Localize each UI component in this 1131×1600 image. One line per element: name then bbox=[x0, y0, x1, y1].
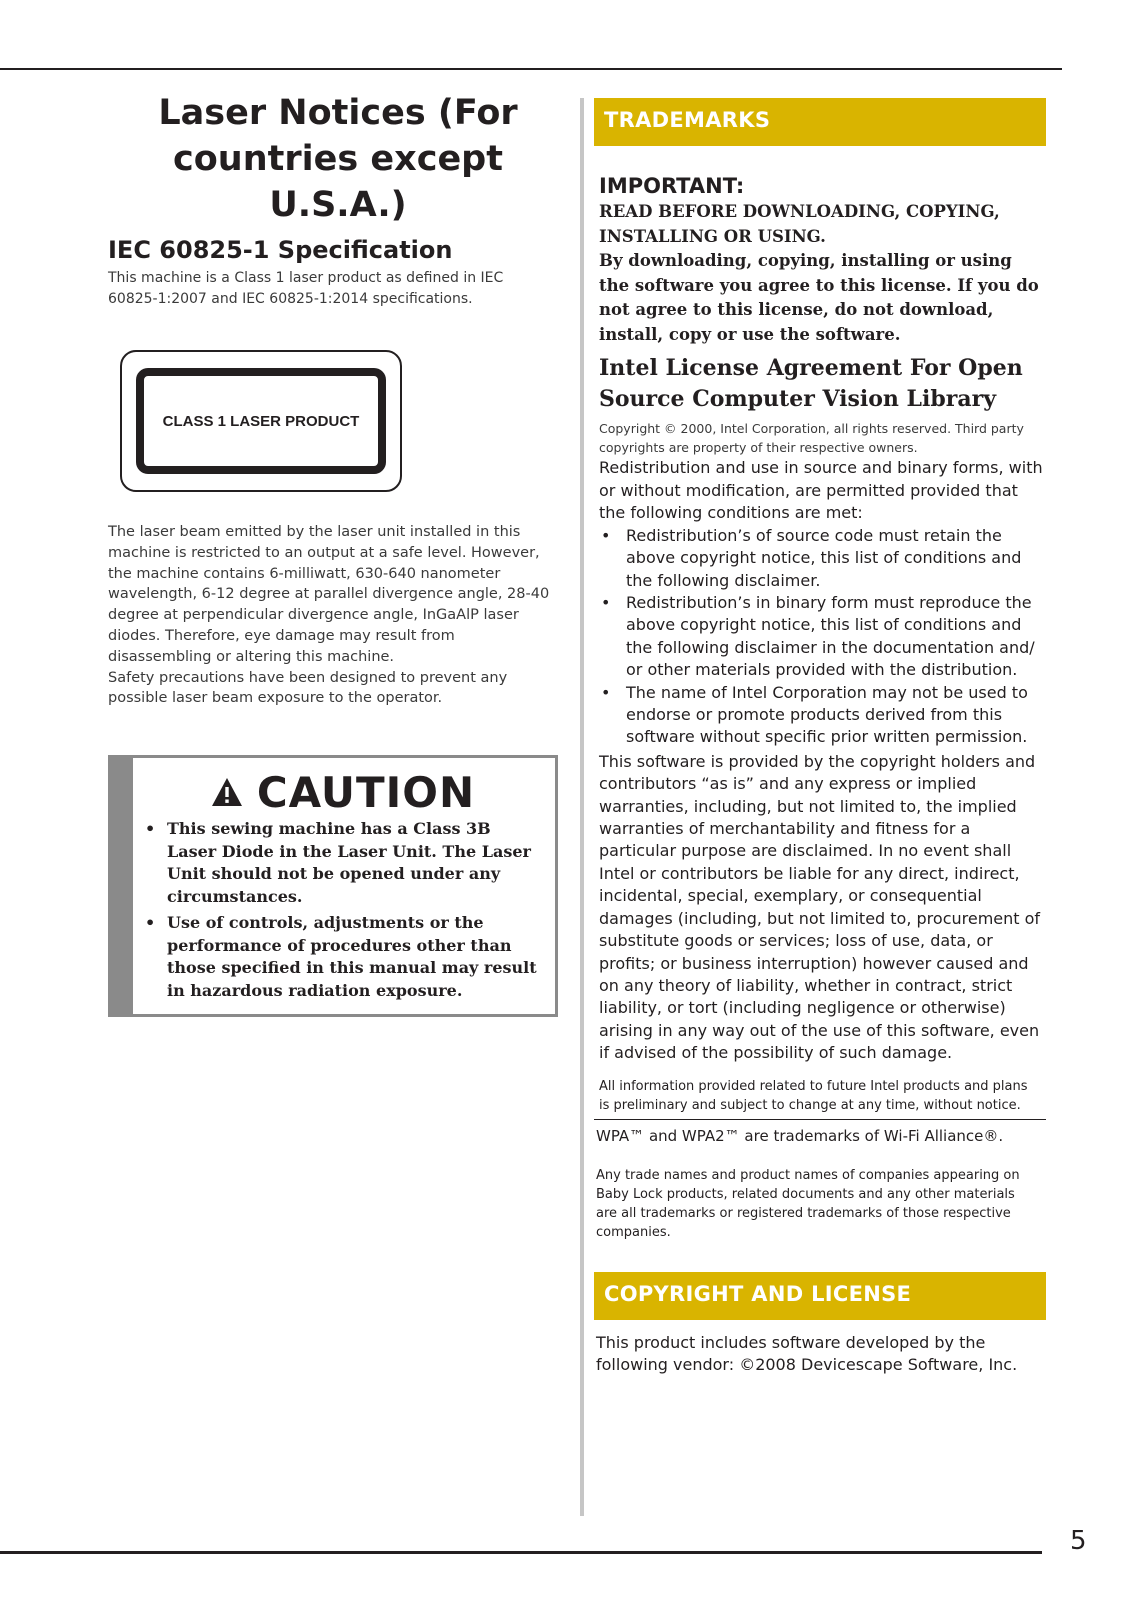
page-number: 5 bbox=[1070, 1526, 1087, 1556]
caution-word: CAUTION bbox=[256, 767, 476, 817]
caution-box bbox=[108, 755, 558, 1017]
top-rule bbox=[0, 68, 1062, 70]
license-disclaimer: This software is provided by the copyright holders and contributors “as is” and any express or implied warranties, including, but not limited to, the implied warranties of merchantability and fitness for a particular purpose are disclaimed. In no event shall Intel or contributors be liable for any direct, indirect, incidental, special, exemplary, or consequential damages (including, but not limited to, procurement of substitute goods or services; loss of use, data, or profits; or business interruption) however caused and on any theory of liability, whether in contract, strict liability, or tort (including negligence or otherwise) arising in any way out of the use of this software, even if advised of the possibility of such damage. bbox=[599, 751, 1041, 1063]
copyright-section-bar: COPYRIGHT AND LICENSE bbox=[594, 1272, 1046, 1320]
license-condition: • The name of Intel Corporation may not be used to endorse or promote products derived from this software without specific prior written permission. bbox=[599, 682, 1046, 749]
beam-paragraph: The laser beam emitted by the laser unit installed in this machine is restricted to an output at a safe level. However, the machine contains 6-milliwatt, 630-640 nanometer wavelength, 6-12 degree at parallel divergence angle, 28-40 degree at perpendicular divergence angle, InGaAlP laser diodes. Therefore, eye damage may result from disassembling or altering this machine. bbox=[108, 524, 550, 665]
trade-names-note: Any trade names and product names of companies appearing on Baby Lock products, related documents and any other materials are all trademarks or registered trademarks of those respective companies. bbox=[596, 1167, 1020, 1240]
wpa-trademark-line: WPA™ and WPA2™ are trademarks of Wi-Fi Alliance®. bbox=[596, 1126, 1004, 1145]
important-heading: IMPORTANT: bbox=[599, 174, 745, 198]
license-condition: • Redistribution’s of source code must retain the above copyright notice, this list of conditions and the following disclaimer. bbox=[599, 525, 1046, 592]
caution-item: • Use of controls, adjustments or the performance of procedures other than those specified in this manual may result in hazardous radiation exposure. bbox=[141, 912, 545, 1002]
trademarks-section-bar: TRADEMARKS bbox=[594, 98, 1046, 146]
bottom-rule bbox=[0, 1551, 1042, 1554]
page-title: Laser Notices (For countries except U.S.A.) bbox=[158, 93, 518, 225]
license-conditions bbox=[599, 525, 1046, 749]
spec-heading: IEC 60825-1 Specification bbox=[108, 236, 453, 264]
license-condition: • Redistribution’s in binary form must reproduce the above copyright notice, this list of conditions and the following disclaimer in the documentation and/ or other materials provided with the distribution. bbox=[599, 592, 1046, 682]
intel-license-heading: Intel License Agreement For Open Source Computer Vision Library bbox=[599, 355, 1023, 412]
warning-triangle-icon bbox=[211, 777, 243, 807]
intel-copyright: Copyright © 2000, Intel Corporation, all rights reserved. Third party copyrights are property of their respective owners. bbox=[599, 421, 1024, 455]
caution-item: • This sewing machine has a Class 3B Laser Diode in the Laser Unit. The Laser Unit should not be opened under any circumstances. bbox=[141, 818, 545, 908]
intel-info-note: All information provided related to future Intel products and plans is preliminary and subject to change at any time, without notice. bbox=[599, 1078, 1028, 1113]
divider bbox=[594, 1119, 1046, 1120]
column-divider bbox=[580, 98, 584, 1516]
caution-list bbox=[141, 818, 545, 1002]
left-column bbox=[108, 90, 568, 1017]
important-body: By downloading, copying, installing or using the software you agree to this license. If you do not agree to this license, do not download, install, copy or use the software. bbox=[599, 251, 1039, 344]
laser-beam-text bbox=[108, 522, 558, 709]
safety-paragraph: Safety precautions have been designed to prevent any possible laser beam exposure to the operator. bbox=[108, 669, 508, 707]
laser-label-inner bbox=[136, 368, 386, 474]
caution-title bbox=[141, 768, 545, 816]
spec-text: This machine is a Class 1 laser product as defined in IEC 60825-1:2007 and IEC 60825-1:2014 specifications. bbox=[108, 270, 504, 307]
laser-label-text: CLASS 1 LASER PRODUCT bbox=[162, 412, 360, 430]
right-column bbox=[594, 98, 1046, 1377]
redistribution-intro: Redistribution and use in source and binary forms, with or without modification, are permitted provided that the following conditions are met: bbox=[599, 458, 1043, 523]
caution-content bbox=[133, 758, 555, 1014]
laser-product-label bbox=[120, 350, 402, 492]
caution-side-bar bbox=[111, 758, 133, 1014]
important-notice: READ BEFORE DOWNLOADING, COPYING, INSTALLING OR USING. bbox=[599, 202, 1000, 246]
vendor-text: This product includes software developed by the following vendor: ©2008 Devicescape Software, Inc. bbox=[596, 1332, 1018, 1375]
